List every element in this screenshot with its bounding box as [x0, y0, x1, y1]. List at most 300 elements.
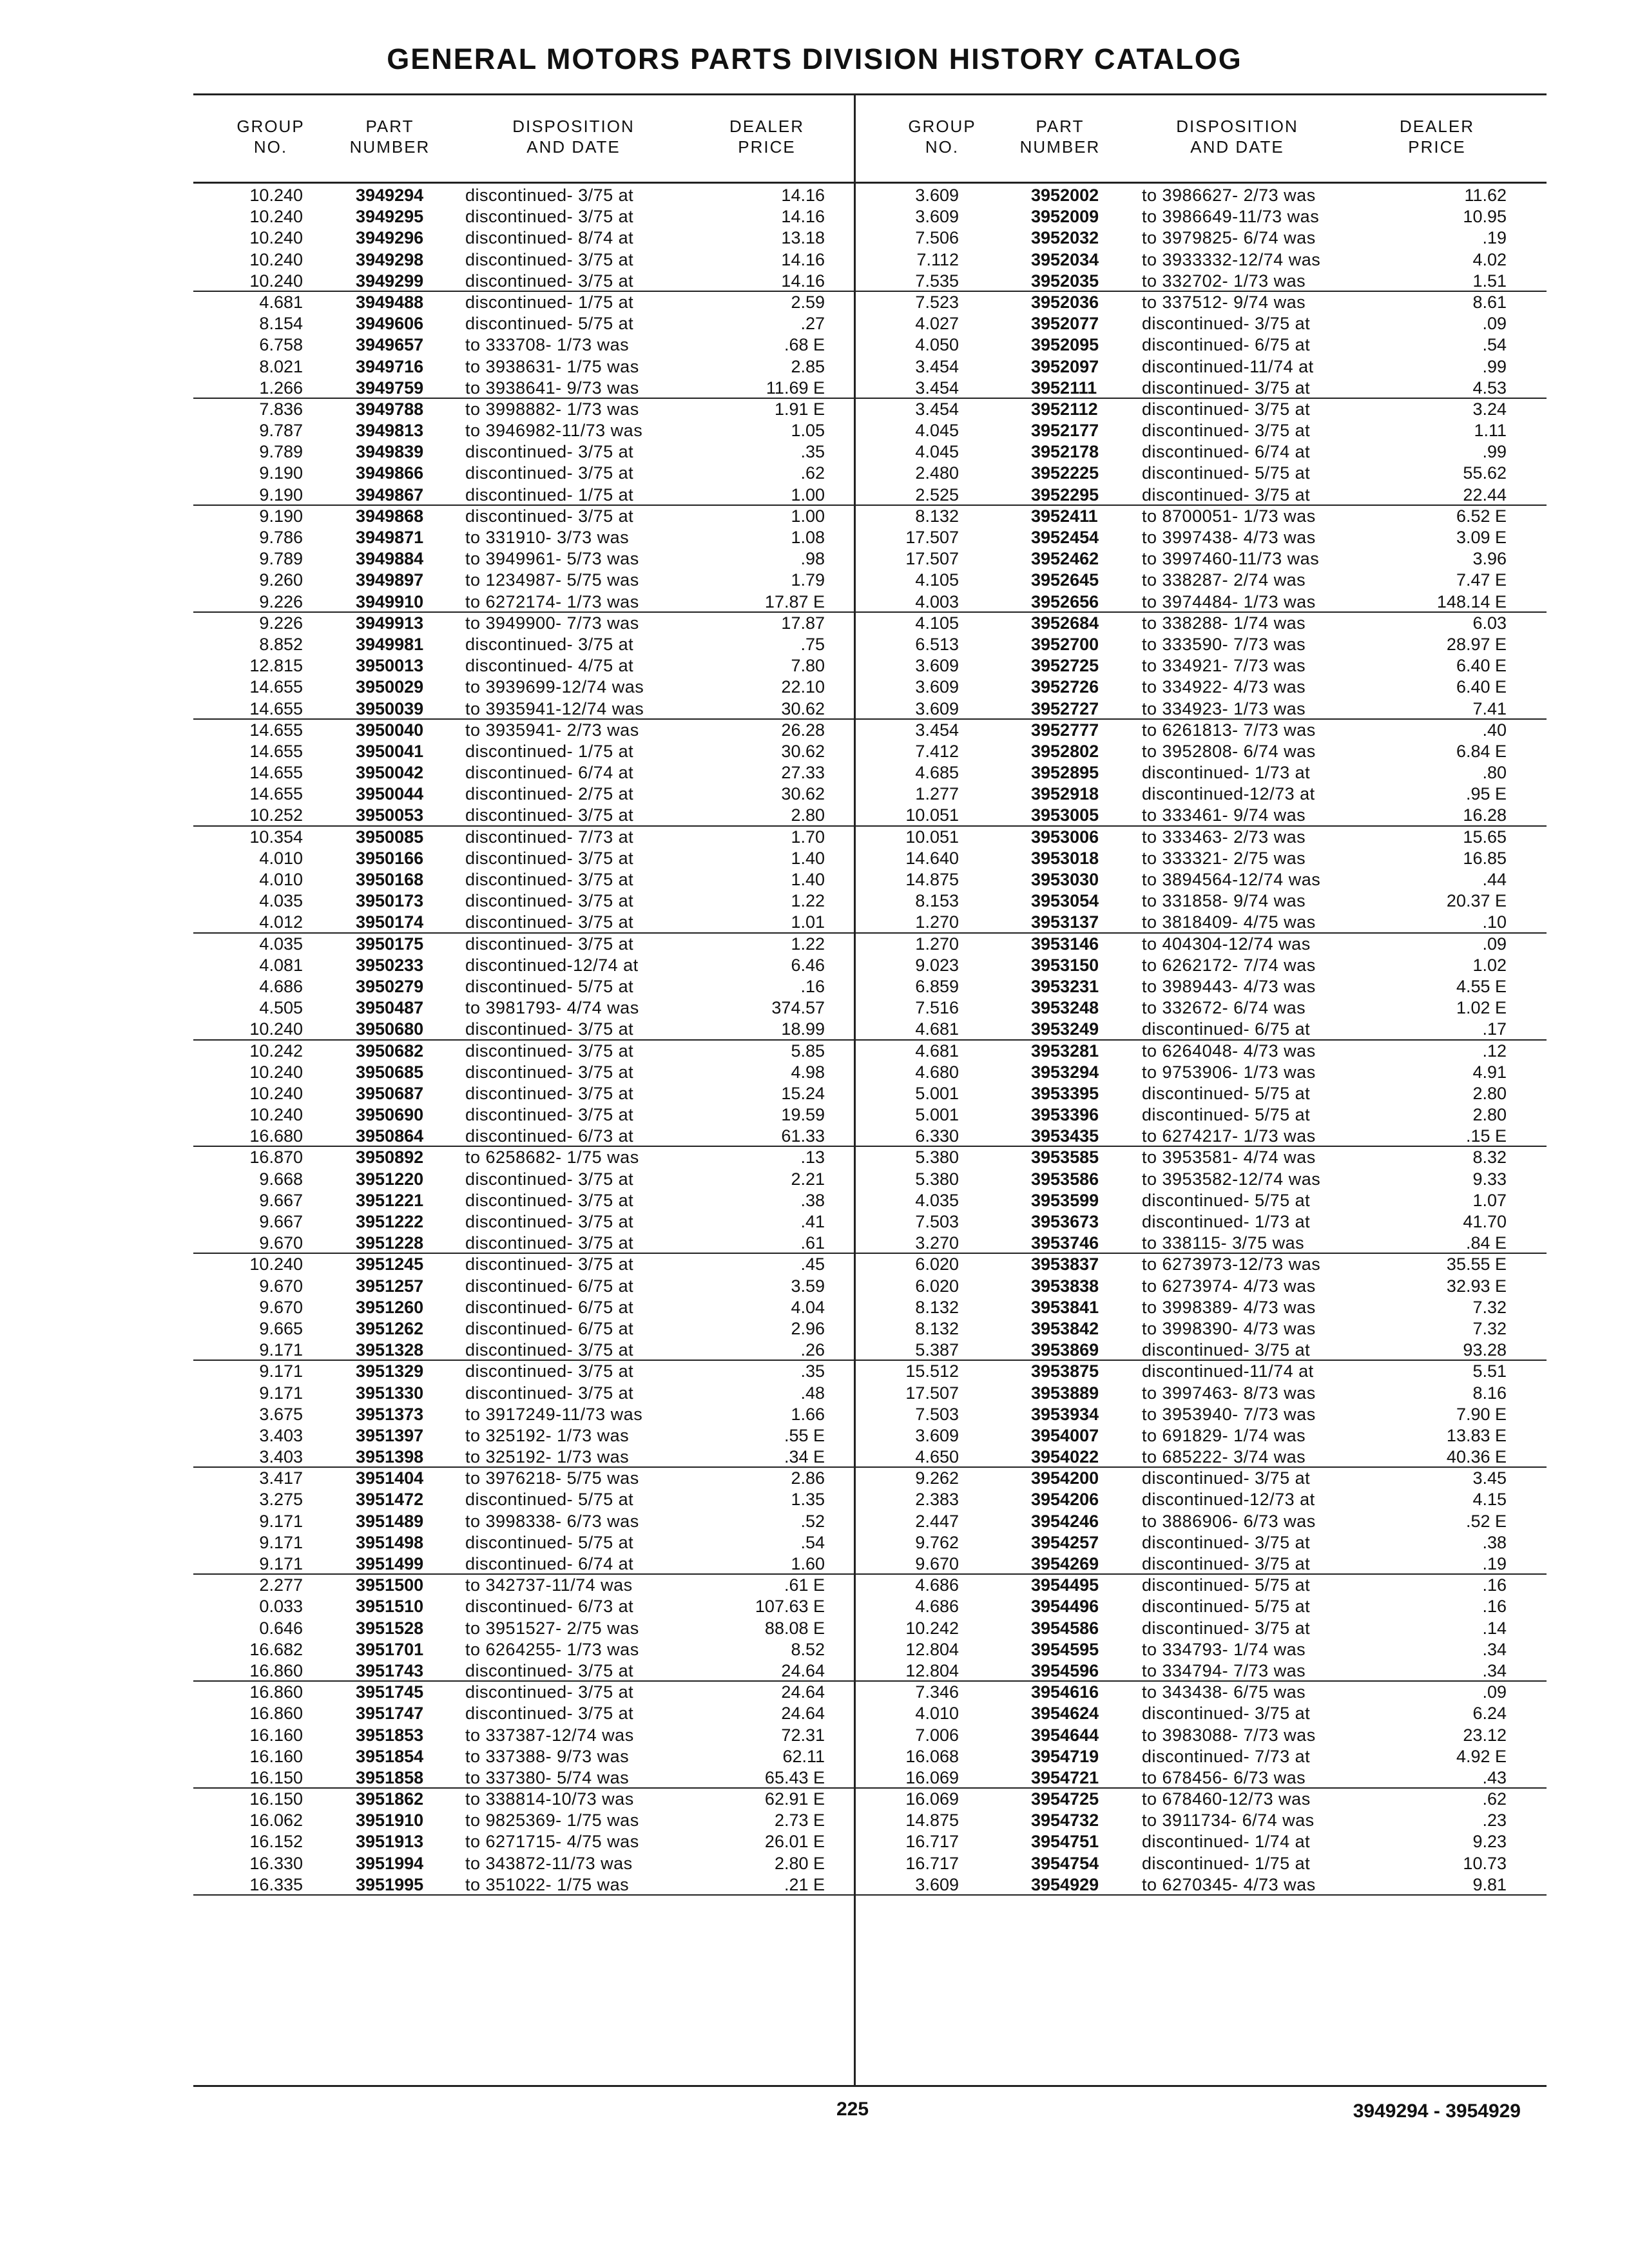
- disposition: discontinued- 3/75 at: [465, 912, 634, 932]
- table-row: [856, 1853, 1547, 1874]
- table-row: [193, 356, 854, 378]
- group-number: 7.346: [915, 1682, 959, 1702]
- table-row: [856, 1703, 1547, 1724]
- group-number: 16.860: [249, 1660, 303, 1680]
- dealer-price: 1.91 E: [774, 399, 825, 419]
- part-number: 3954496: [1031, 1597, 1099, 1617]
- group-number: 16.680: [249, 1126, 303, 1146]
- disposition: discontinued- 1/74 at: [1142, 1832, 1311, 1852]
- part-number: 3950029: [356, 677, 424, 697]
- dealer-price: 14.16: [781, 249, 825, 269]
- part-number: 3949913: [356, 613, 424, 633]
- group-number: 8.021: [259, 356, 303, 376]
- part-number: 3952225: [1031, 463, 1099, 483]
- dealer-price: .34 E: [784, 1447, 825, 1467]
- table-row: [193, 1789, 854, 1810]
- group-number: 7.836: [259, 399, 303, 419]
- part-number: 3953030: [1031, 870, 1099, 889]
- part-number: 3950042: [356, 763, 424, 783]
- dealer-price: 62.91 E: [764, 1789, 825, 1809]
- table-row: [856, 997, 1547, 1019]
- table-row: [856, 848, 1547, 869]
- group-number: 2.277: [259, 1575, 303, 1595]
- disposition: to 334922- 4/73 was: [1142, 677, 1306, 697]
- part-number: 3949866: [356, 463, 424, 483]
- disposition: discontinued- 3/75 at: [465, 1169, 634, 1189]
- dealer-price: .52: [800, 1511, 825, 1531]
- disposition: to 3953581- 4/74 was: [1142, 1148, 1316, 1168]
- group-number: 2.525: [915, 485, 959, 505]
- part-number: 3952111: [1031, 378, 1097, 398]
- group-number: 6.513: [915, 634, 959, 654]
- dealer-price: .62: [800, 463, 825, 483]
- dealer-price: .99: [1482, 356, 1507, 376]
- part-number: 3953869: [1031, 1340, 1099, 1360]
- table-row: [856, 1147, 1547, 1168]
- dealer-price: .44: [1482, 870, 1507, 889]
- group-number: 3.609: [915, 1425, 959, 1445]
- part-number: 3951858: [356, 1767, 424, 1787]
- group-number: 9.226: [259, 591, 303, 611]
- disposition: to 3998390- 4/73 was: [1142, 1318, 1316, 1338]
- group-number: 16.335: [249, 1874, 303, 1894]
- dealer-price: .84 E: [1465, 1233, 1507, 1253]
- dealer-price: 19.59: [781, 1105, 825, 1125]
- group-number: 10.240: [249, 207, 303, 227]
- disposition: discontinued-12/73 at: [1142, 1490, 1315, 1510]
- part-number: 3951745: [356, 1682, 424, 1702]
- part-number: 3949716: [356, 356, 424, 376]
- group-number: 4.685: [915, 763, 959, 783]
- table-row: [193, 334, 854, 356]
- part-number: 3953586: [1031, 1169, 1099, 1189]
- part-number: 3952656: [1031, 591, 1099, 611]
- dealer-price: 6.46: [791, 955, 825, 975]
- group-number: 9.190: [259, 506, 303, 526]
- dealer-price: .17: [1482, 1019, 1507, 1039]
- table-row: [856, 655, 1547, 677]
- part-number: 3954754: [1031, 1853, 1099, 1873]
- disposition: to 6261813- 7/73 was: [1142, 720, 1316, 740]
- group-number: 9.171: [259, 1340, 303, 1360]
- disposition: discontinued- 1/75 at: [465, 741, 634, 761]
- group-number: 14.655: [249, 763, 303, 783]
- dealer-price: .43: [1482, 1767, 1507, 1787]
- disposition: to 6262172- 7/74 was: [1142, 955, 1316, 975]
- dealer-price: .09: [1482, 1682, 1507, 1702]
- group-number: 10.240: [249, 1105, 303, 1125]
- group-number: 9.262: [915, 1468, 959, 1488]
- table-row: [193, 1618, 854, 1639]
- disposition: to 3953582-12/74 was: [1142, 1169, 1321, 1189]
- part-number: 3953006: [1031, 827, 1099, 847]
- dealer-price: 2.59: [791, 292, 825, 312]
- part-number: 3949981: [356, 634, 424, 654]
- dealer-price: 1.08: [791, 528, 825, 547]
- part-number: 3951228: [356, 1233, 424, 1253]
- disposition: to 3979825- 6/74 was: [1142, 228, 1316, 248]
- disposition: to 3886906- 6/73 was: [1142, 1511, 1316, 1531]
- page-number: 225: [836, 2099, 869, 2120]
- disposition: to 678460-12/73 was: [1142, 1789, 1311, 1809]
- dealer-price: 62.11: [782, 1746, 825, 1766]
- disposition: to 3938631- 1/75 was: [465, 356, 639, 376]
- dealer-price: 2.80: [1472, 1083, 1507, 1103]
- group-number: 8.132: [915, 506, 959, 526]
- dealer-price: .55 E: [784, 1425, 825, 1445]
- group-number: 10.051: [905, 827, 959, 847]
- dealer-price: 11.69 E: [766, 378, 825, 398]
- dealer-price: 2.73 E: [774, 1811, 825, 1831]
- disposition: to 333590- 7/73 was: [1142, 634, 1306, 654]
- dealer-price: 17.87 E: [764, 591, 825, 611]
- disposition: discontinued- 5/75 at: [465, 314, 634, 334]
- group-number: 16.860: [249, 1704, 303, 1724]
- group-number: 1.266: [259, 378, 303, 398]
- group-number: 9.789: [259, 442, 303, 462]
- dealer-price: 374.57: [771, 998, 825, 1018]
- table-row: [856, 249, 1547, 271]
- part-number: 3952095: [1031, 335, 1099, 355]
- dealer-price: .38: [1482, 1532, 1507, 1552]
- bottom-rule: [193, 2085, 1547, 2087]
- part-number: 3953934: [1031, 1404, 1099, 1424]
- table-row: [193, 185, 854, 206]
- disposition: to 333461- 9/74 was: [1142, 805, 1306, 825]
- disposition: discontinued- 3/75 at: [465, 1083, 634, 1103]
- dealer-price: 9.23: [1472, 1832, 1507, 1852]
- group-number: 4.686: [259, 976, 303, 996]
- disposition: to 6264048- 4/73 was: [1142, 1041, 1316, 1061]
- group-number: 4.010: [259, 848, 303, 868]
- part-number: 3949788: [356, 399, 424, 419]
- dealer-price: 3.59: [791, 1276, 825, 1296]
- part-number: 3951994: [356, 1853, 424, 1873]
- disposition: to 325192- 1/73 was: [465, 1425, 630, 1445]
- part-number: 3953599: [1031, 1190, 1099, 1210]
- group-number: 4.681: [259, 292, 303, 312]
- group-number: 4.010: [915, 1704, 959, 1724]
- part-number: 3954725: [1031, 1789, 1099, 1809]
- dealer-price: 6.03: [1472, 613, 1507, 633]
- disposition: to 337512- 9/74 was: [1142, 292, 1306, 312]
- group-number: 10.252: [249, 805, 303, 825]
- part-number: 3953054: [1031, 891, 1099, 911]
- group-number: 14.655: [249, 784, 303, 804]
- part-number: 3950175: [356, 934, 424, 954]
- dealer-price: .54: [1482, 335, 1507, 355]
- dealer-price: 22.44: [1463, 485, 1507, 505]
- part-number: 3950690: [356, 1105, 424, 1125]
- part-number: 3952684: [1031, 613, 1099, 633]
- table-row: [856, 1126, 1547, 1147]
- dealer-price: 3.96: [1472, 549, 1507, 569]
- part-number: 3951245: [356, 1254, 424, 1274]
- disposition: discontinued- 3/75 at: [1142, 1340, 1311, 1360]
- part-number: 3954586: [1031, 1618, 1099, 1638]
- part-number: 3952036: [1031, 292, 1099, 312]
- group-number: 3.609: [915, 677, 959, 697]
- table-row: [193, 485, 854, 506]
- dealer-price: 4.98: [791, 1062, 825, 1082]
- table-row: [856, 591, 1547, 613]
- group-number: 6.859: [915, 976, 959, 996]
- disposition: discontinued-11/74 at: [1142, 1361, 1314, 1381]
- dealer-price: 7.41: [1472, 698, 1507, 718]
- dealer-price: .95 E: [1465, 784, 1507, 804]
- group-number: 9.665: [259, 1318, 303, 1338]
- disposition: discontinued- 3/75 at: [465, 1361, 634, 1381]
- disposition: discontinued- 3/75 at: [465, 934, 634, 954]
- group-number: 5.380: [915, 1148, 959, 1168]
- table-row: [856, 1361, 1547, 1382]
- group-number: 14.655: [249, 698, 303, 718]
- table-row: [193, 1425, 854, 1446]
- group-number: 9.171: [259, 1361, 303, 1381]
- table-row: [856, 399, 1547, 420]
- group-number: 10.240: [249, 1254, 303, 1274]
- dealer-price: .16: [1482, 1597, 1507, 1617]
- group-number: 7.535: [915, 271, 959, 291]
- table-row: [856, 271, 1547, 292]
- group-number: 1.277: [915, 784, 959, 804]
- disposition: discontinued- 3/75 at: [465, 1682, 634, 1702]
- table-row: [193, 1126, 854, 1147]
- group-number: 16.150: [249, 1789, 303, 1809]
- disposition: discontinued- 5/75 at: [1142, 1105, 1311, 1125]
- disposition: discontinued- 6/75 at: [1142, 335, 1311, 355]
- group-number: 4.012: [259, 912, 303, 932]
- table-row: [193, 1211, 854, 1233]
- group-number: 14.640: [905, 848, 959, 868]
- part-number: 3950233: [356, 955, 424, 975]
- group-number: 3.270: [915, 1233, 959, 1253]
- group-number: 16.068: [905, 1746, 959, 1766]
- table-row: [856, 1553, 1547, 1575]
- table-row: [856, 1041, 1547, 1062]
- dealer-price: 88.08 E: [764, 1618, 825, 1638]
- table-row: [193, 1361, 854, 1382]
- part-number: 3954257: [1031, 1532, 1099, 1552]
- group-number: 9.670: [259, 1276, 303, 1296]
- table-row: [856, 1425, 1547, 1446]
- group-number: 4.010: [259, 870, 303, 889]
- group-number: 14.655: [249, 677, 303, 697]
- part-number: 3951854: [356, 1746, 424, 1766]
- disposition: to 3946982-11/73 was: [465, 421, 643, 441]
- disposition: discontinued- 8/74 at: [465, 228, 634, 248]
- disposition: to 342737-11/74 was: [465, 1575, 633, 1595]
- disposition: to 3938641- 9/73 was: [465, 378, 639, 398]
- disposition: discontinued- 3/75 at: [465, 1019, 634, 1039]
- table-row: [856, 1062, 1547, 1083]
- table-row: [193, 1511, 854, 1532]
- dealer-price: .27: [800, 314, 825, 334]
- disposition: discontinued- 3/75 at: [1142, 1554, 1311, 1573]
- table-row: [856, 1019, 1547, 1040]
- group-number: 9.190: [259, 485, 303, 505]
- part-number: 3950892: [356, 1148, 424, 1168]
- table-row: [856, 677, 1547, 698]
- group-number: 9.190: [259, 463, 303, 483]
- dealer-price: 4.15: [1472, 1490, 1507, 1510]
- table-row: [193, 1532, 854, 1553]
- table-row: [856, 185, 1547, 206]
- part-number: 3951498: [356, 1532, 424, 1552]
- disposition: to 3986649-11/73 was: [1142, 207, 1320, 227]
- group-number: 9.171: [259, 1532, 303, 1552]
- part-number: 3950041: [356, 741, 424, 761]
- group-number: 10.240: [249, 249, 303, 269]
- group-number: 9.226: [259, 613, 303, 633]
- group-number: 10.051: [905, 805, 959, 825]
- table-row: [193, 1254, 854, 1275]
- disposition: discontinued- 3/75 at: [465, 207, 634, 227]
- disposition: to 3952808- 6/74 was: [1142, 741, 1316, 761]
- disposition: discontinued- 3/75 at: [465, 1660, 634, 1680]
- dealer-price: 9.33: [1472, 1169, 1507, 1189]
- group-number: 16.069: [905, 1789, 959, 1809]
- part-number: 3954719: [1031, 1746, 1099, 1766]
- table-row: [856, 1682, 1547, 1703]
- dealer-price: .34: [1482, 1660, 1507, 1680]
- part-number: 3949657: [356, 335, 424, 355]
- table-row: [856, 378, 1547, 399]
- dealer-price: .38: [800, 1190, 825, 1210]
- dealer-price: 5.51: [1472, 1361, 1507, 1381]
- dealer-price: 1.79: [791, 570, 825, 590]
- group-number: 14.655: [249, 720, 303, 740]
- disposition: discontinued- 3/75 at: [465, 1340, 634, 1360]
- disposition: discontinued- 3/75 at: [465, 1062, 634, 1082]
- part-number: 3952077: [1031, 314, 1099, 334]
- top-rule: [193, 93, 1547, 95]
- disposition: discontinued- 7/73 at: [465, 827, 634, 847]
- part-number: 3952802: [1031, 741, 1099, 761]
- table-row: [856, 1340, 1547, 1361]
- part-number: 3951260: [356, 1297, 424, 1317]
- dealer-price: 1.02 E: [1456, 998, 1507, 1018]
- table-row: [856, 1746, 1547, 1767]
- dealer-price: .23: [1482, 1811, 1507, 1831]
- part-number: 3954206: [1031, 1490, 1099, 1510]
- part-number: 3951330: [356, 1383, 424, 1403]
- catalog-title: GENERAL MOTORS PARTS DIVISION HISTORY CATALOG: [387, 43, 1242, 75]
- group-number: 4.686: [915, 1575, 959, 1595]
- table-row: [856, 698, 1547, 720]
- group-number: 14.655: [249, 741, 303, 761]
- table-row: [193, 677, 854, 698]
- part-number: 3951913: [356, 1832, 424, 1852]
- part-number: 3951995: [356, 1874, 424, 1894]
- disposition: to 6270345- 4/73 was: [1142, 1874, 1316, 1894]
- dealer-price: 4.55 E: [1456, 976, 1507, 996]
- part-number: 3951329: [356, 1361, 424, 1381]
- disposition: to 338287- 2/74 was: [1142, 570, 1306, 590]
- part-number: 3949299: [356, 271, 424, 291]
- table-row: [856, 1725, 1547, 1746]
- part-number: 3954495: [1031, 1575, 1099, 1595]
- disposition: discontinued-12/74 at: [465, 955, 639, 975]
- part-number: 3954246: [1031, 1511, 1099, 1531]
- part-number: 3949868: [356, 506, 424, 526]
- part-number: 3950168: [356, 870, 424, 889]
- table-row: [193, 1318, 854, 1340]
- part-number: 3954644: [1031, 1725, 1099, 1745]
- group-number: 7.503: [915, 1404, 959, 1424]
- table-row: [193, 1062, 854, 1083]
- part-number: 3952727: [1031, 698, 1099, 718]
- disposition: to 3917249-11/73 was: [465, 1404, 643, 1424]
- table-row: [193, 848, 854, 869]
- part-number: 3950682: [356, 1041, 424, 1061]
- disposition: discontinued- 3/75 at: [465, 1704, 634, 1724]
- part-number: 3954596: [1031, 1660, 1099, 1680]
- dealer-price: 10.95: [1463, 207, 1507, 227]
- disposition: to 3983088- 7/73 was: [1142, 1725, 1316, 1745]
- part-number: 3953005: [1031, 805, 1099, 825]
- dealer-price: .99: [1482, 442, 1507, 462]
- disposition: discontinued- 3/75 at: [465, 186, 634, 205]
- group-number: 4.680: [915, 1062, 959, 1082]
- group-number: 3.417: [259, 1468, 303, 1488]
- table-row: [193, 591, 854, 613]
- group-number: 16.062: [249, 1811, 303, 1831]
- dealer-price: .34: [1482, 1639, 1507, 1659]
- table-row: [856, 506, 1547, 527]
- part-number: 3953673: [1031, 1212, 1099, 1231]
- group-number: 7.523: [915, 292, 959, 312]
- dealer-price: .61: [800, 1233, 825, 1253]
- group-number: 7.506: [915, 228, 959, 248]
- dealer-price: 16.85: [1463, 848, 1507, 868]
- group-number: 4.003: [915, 591, 959, 611]
- part-number: 3952462: [1031, 549, 1099, 569]
- group-number: 3.609: [915, 207, 959, 227]
- disposition: to 6271715- 4/75 was: [465, 1832, 639, 1852]
- dealer-price: 24.64: [781, 1660, 825, 1680]
- disposition: to 332702- 1/73 was: [1142, 271, 1306, 291]
- table-row: [193, 934, 854, 955]
- group-number: 9.670: [915, 1554, 959, 1573]
- part-number: 3949884: [356, 549, 424, 569]
- table-row: [856, 1104, 1547, 1126]
- group-number: 10.240: [249, 271, 303, 291]
- dealer-price: 35.55 E: [1446, 1254, 1507, 1274]
- dealer-price: 2.21: [791, 1169, 825, 1189]
- group-number: 9.023: [915, 955, 959, 975]
- disposition: discontinued- 3/75 at: [465, 1190, 634, 1210]
- group-number: 2.383: [915, 1490, 959, 1510]
- table-row: [856, 1318, 1547, 1340]
- dealer-price: 93.28: [1463, 1340, 1507, 1360]
- disposition: discontinued- 3/75 at: [465, 1105, 634, 1125]
- group-number: 5.387: [915, 1340, 959, 1360]
- group-number: 4.650: [915, 1447, 959, 1467]
- dealer-price: 1.66: [791, 1404, 825, 1424]
- table-row: [856, 1169, 1547, 1190]
- dealer-price: .54: [800, 1532, 825, 1552]
- disposition: to 3998338- 6/73 was: [465, 1511, 639, 1531]
- group-number: 16.330: [249, 1853, 303, 1873]
- group-number: 6.758: [259, 335, 303, 355]
- group-number: 3.609: [915, 1874, 959, 1894]
- disposition: discontinued- 3/75 at: [465, 848, 634, 868]
- dealer-price: 7.90 E: [1456, 1404, 1507, 1424]
- dealer-price: .35: [800, 442, 825, 462]
- part-number: 3953746: [1031, 1233, 1099, 1253]
- dealer-price: .40: [1482, 720, 1507, 740]
